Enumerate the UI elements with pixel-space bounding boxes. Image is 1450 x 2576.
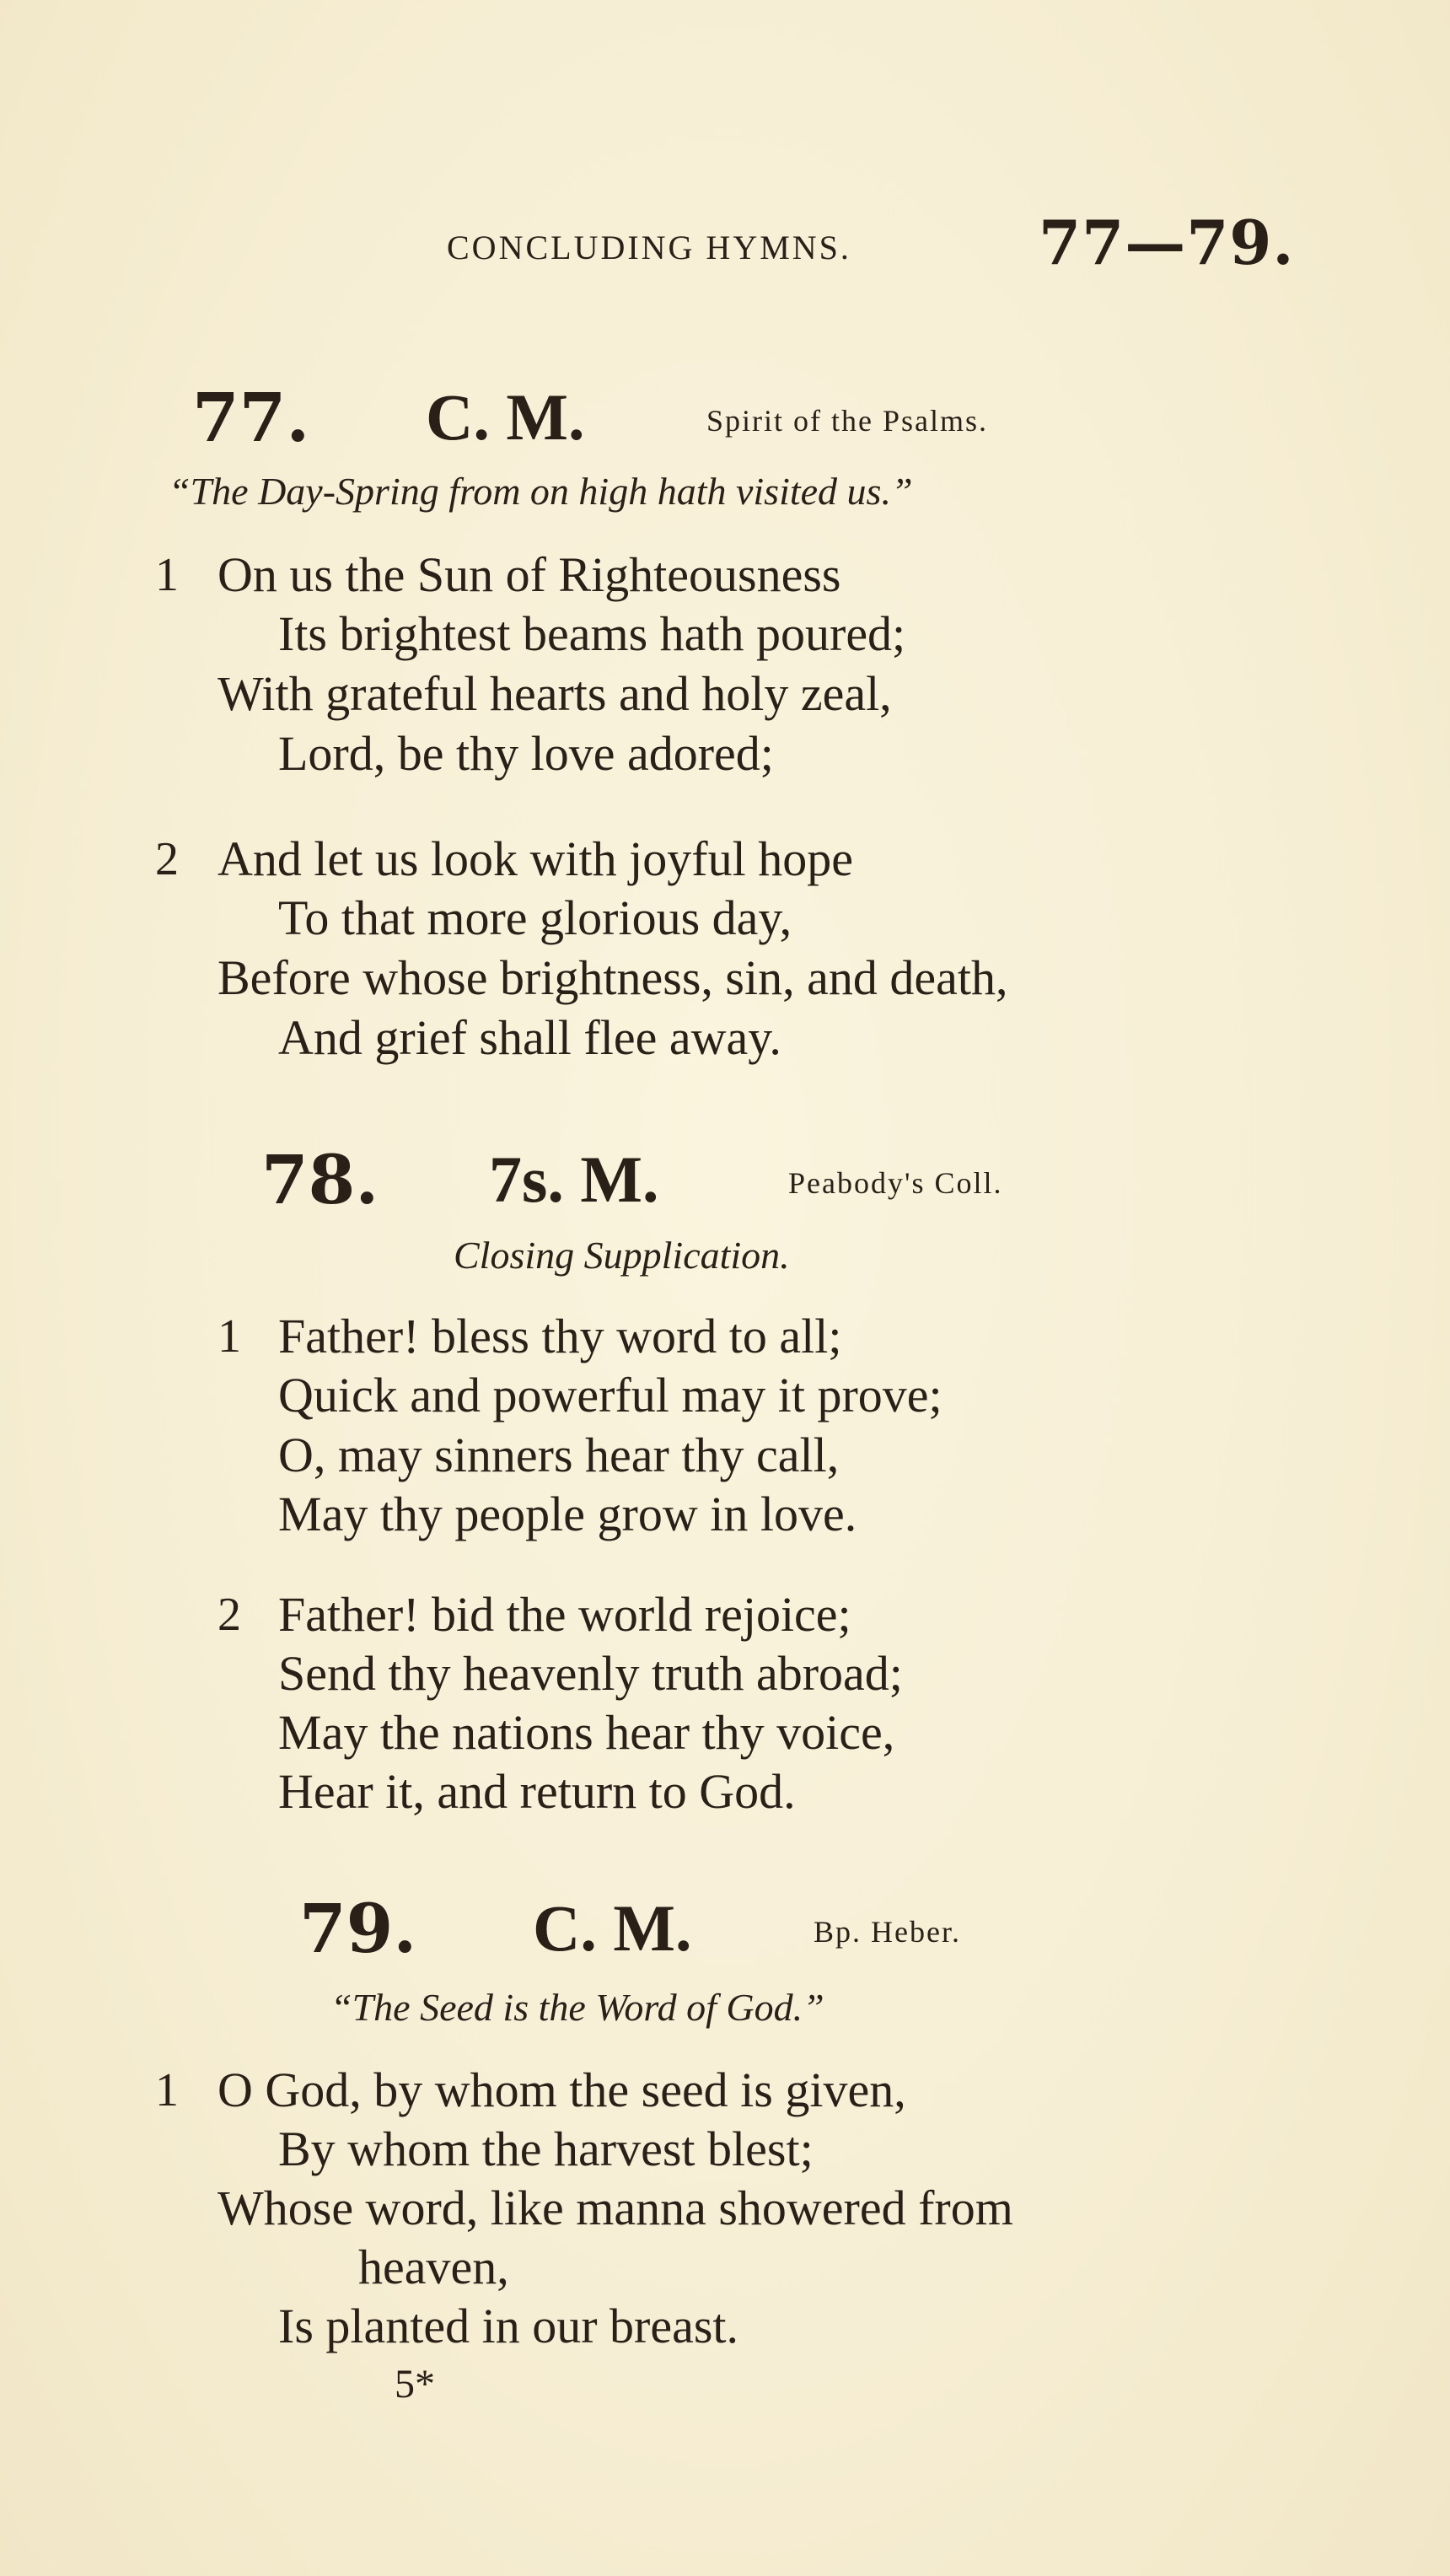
hymn-79-source: Bp. Heber. — [814, 1915, 961, 1949]
hymn-79-stanza-1-line-4: heaven, — [358, 2240, 509, 2294]
hymn-78-stanza-1-line-2: Quick and powerful may it prove; — [278, 1368, 943, 1422]
hymn-78-meter: 7s. M. — [489, 1143, 659, 1216]
hymn-79-stanza-1-line-1: O God, by whom the seed is given, — [218, 2062, 906, 2117]
hymn-77-stanza-1-line-4: Lord, be thy love adored; — [278, 726, 774, 781]
hymn-77-stanza-2-line-1: And let us look with joyful hope — [218, 831, 853, 886]
hymn-77-stanza-2-line-4: And grief shall flee away. — [278, 1010, 781, 1065]
hymn-78-stanza-2-line-2: Send thy heavenly truth abroad; — [278, 1646, 903, 1701]
hymn-79-stanza-1-number: 1 — [155, 2064, 179, 2116]
hymn-79-stanza-1-line-5: Is planted in our breast. — [278, 2299, 739, 2353]
hymn-78-stanza-1-line-4: May thy people grow in love. — [278, 1487, 857, 1541]
hymn-77-stanza-2-line-3: Before whose brightness, sin, and death, — [218, 950, 1008, 1005]
hymn-79-subtitle: “The Seed is the Word of God.” — [330, 1986, 824, 2029]
hymn-77-stanza-1-line-1: On us the Sun of Righteousness — [218, 547, 841, 602]
hymn-78-stanza-1-line-1: Father! bless thy word to all; — [278, 1309, 842, 1363]
hymn-77-number: 77. — [192, 378, 310, 457]
signature-mark: 5* — [395, 2362, 435, 2407]
hymn-79-meter: C. M. — [533, 1891, 692, 1965]
hymn-77-source: Spirit of the Psalms. — [706, 404, 989, 438]
hymn-78-stanza-2-number: 2 — [218, 1589, 241, 1641]
hymn-78-stanza-1-line-3: O, may sinners hear thy call, — [278, 1428, 840, 1482]
hymn-78-stanza-1-number: 1 — [218, 1310, 241, 1363]
hymn-77-stanza-1-line-2: Its brightest beams hath poured; — [278, 606, 906, 661]
page-range: 77—79. — [1039, 207, 1295, 278]
running-title: CONCLUDING HYMNS. — [447, 229, 851, 266]
hymn-78-stanza-2-line-4: Hear it, and return to God. — [278, 1764, 796, 1819]
hymn-78-stanza-2-line-1: Father! bid the world rejoice; — [278, 1587, 851, 1642]
hymn-79-stanza-1-line-2: By whom the harvest blest; — [278, 2122, 814, 2176]
hymn-78-number: 78. — [261, 1140, 379, 1219]
hymn-77-stanza-1-number: 1 — [155, 549, 179, 601]
hymn-77-meter: C. M. — [426, 380, 585, 454]
hymn-77-stanza-2-line-2: To that more glorious day, — [278, 890, 792, 945]
hymn-77-subtitle: “The Day-Spring from on high hath visited us.” — [169, 470, 913, 513]
hymn-78-source: Peabody's Coll. — [788, 1166, 1003, 1200]
hymn-78-stanza-2-line-3: May the nations hear thy voice, — [278, 1705, 895, 1760]
hymn-77-stanza-2-number: 2 — [155, 833, 179, 885]
hymn-78-subtitle: Closing Supplication. — [454, 1234, 790, 1277]
hymn-77-stanza-1-line-3: With grateful hearts and holy zeal, — [218, 666, 892, 721]
hymn-79-number: 79. — [299, 1889, 417, 1968]
hymn-79-stanza-1-line-3: Whose word, like manna showered from — [218, 2181, 1013, 2235]
